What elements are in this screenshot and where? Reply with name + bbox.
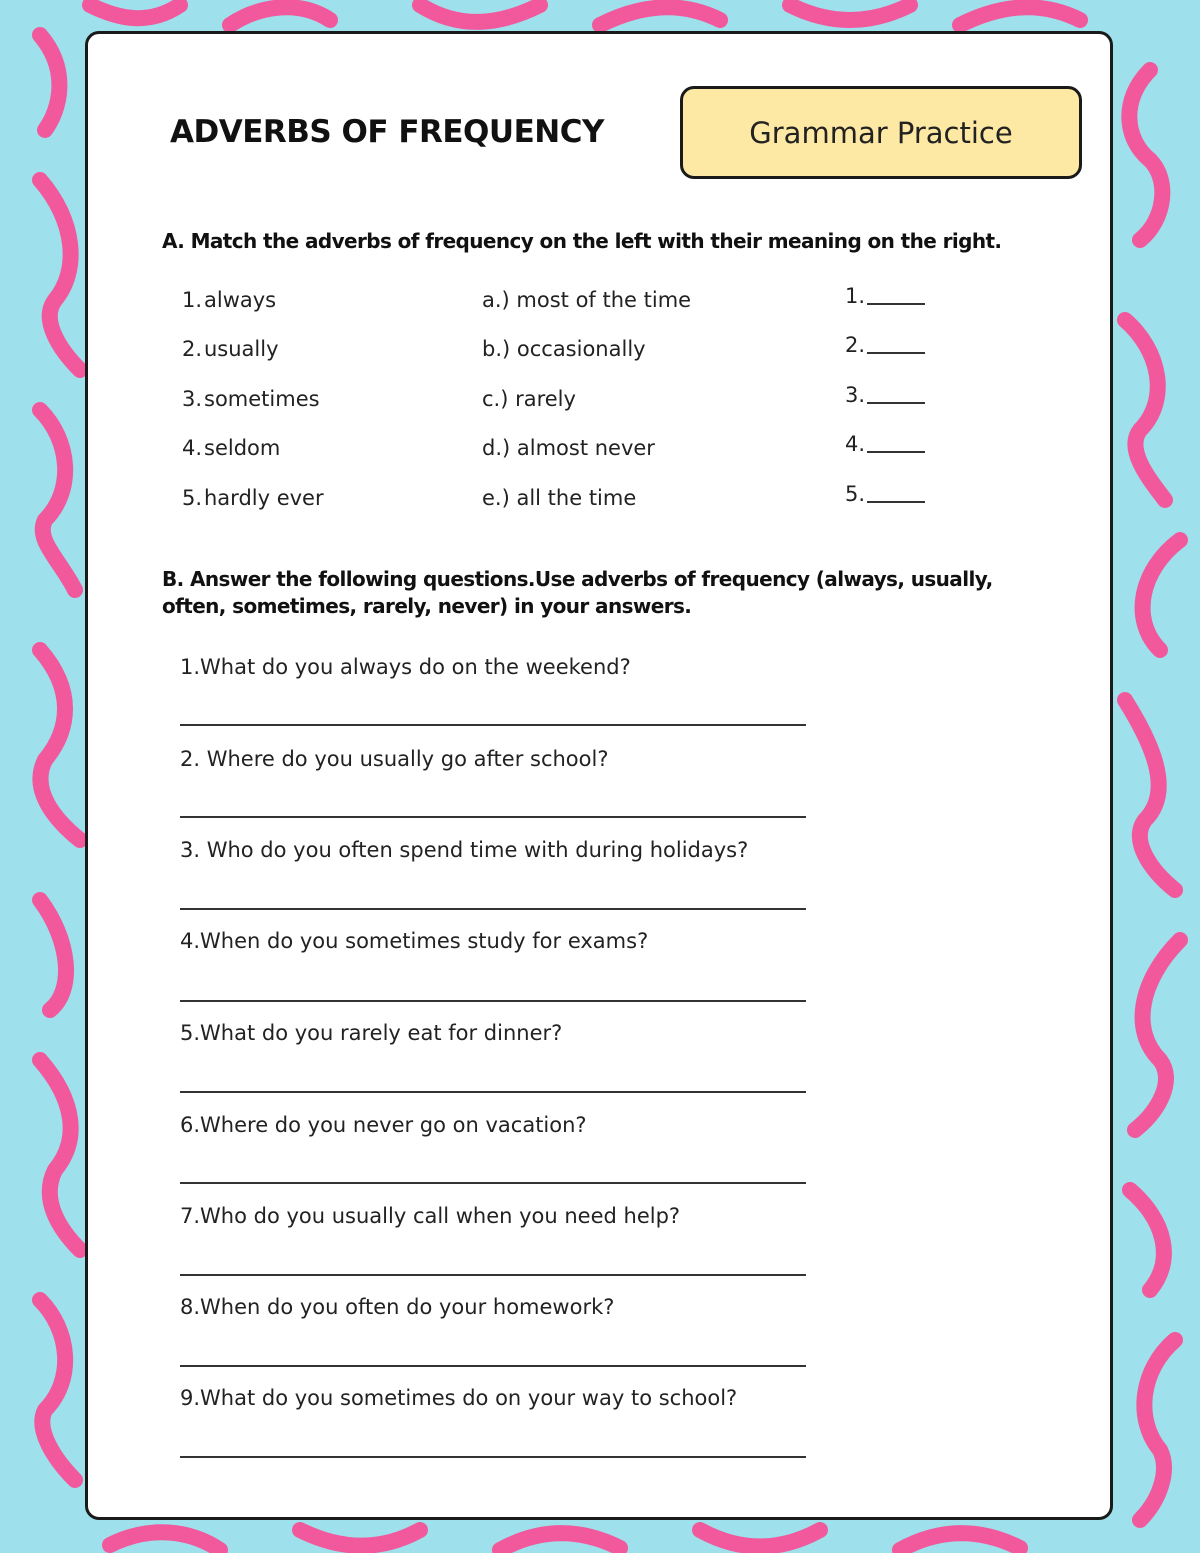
meaning-option: a.) most of the time <box>482 288 692 312</box>
answer-line[interactable] <box>180 724 806 726</box>
match-answer-blank[interactable] <box>845 432 925 456</box>
meaning-option: d.) almost never <box>482 436 655 460</box>
section-b-instruction-line2: often, sometimes, rarely, never) in your answers. <box>162 594 692 618</box>
match-answer-blank[interactable] <box>845 482 925 506</box>
adverb-word: seldom <box>204 436 281 460</box>
question: 6.Where do you never go on vacation? <box>180 1113 587 1137</box>
adverb-word: usually <box>204 337 279 361</box>
adverb-number: 5. <box>181 486 202 510</box>
blank-number: 5. <box>845 482 866 506</box>
question: 5.What do you rarely eat for dinner? <box>180 1021 563 1045</box>
adverb-number: 1. <box>181 288 202 312</box>
blank-number: 4. <box>845 432 866 456</box>
question: 9.What do you sometimes do on your way to school? <box>180 1386 738 1410</box>
grammar-practice-tag: Grammar Practice <box>680 86 1082 179</box>
adverb-number: 3. <box>181 387 202 411</box>
meaning-option: c.) rarely <box>482 387 576 411</box>
question: 1.What do you always do on the weekend? <box>180 655 631 679</box>
adverb-word: hardly ever <box>204 486 324 510</box>
section-b-instruction <box>162 566 993 620</box>
section-a-instruction: A. Match the adverbs of frequency on the left with their meaning on the right. <box>162 229 1002 253</box>
question: 2. Where do you usually go after school? <box>180 747 609 771</box>
question: 8.When do you often do your homework? <box>180 1295 615 1319</box>
answer-line[interactable] <box>180 1274 806 1276</box>
meaning-option: e.) all the time <box>482 486 637 510</box>
blank-number: 1. <box>845 284 866 308</box>
answer-line[interactable] <box>180 1000 806 1002</box>
section-b-instruction-line1: B. Answer the following questions.Use adverbs of frequency (always, usually, <box>162 567 993 591</box>
worksheet-card <box>85 31 1113 1520</box>
blank-number: 2. <box>845 333 866 357</box>
question: 7.Who do you usually call when you need help? <box>180 1204 681 1228</box>
question: 3. Who do you often spend time with during holidays? <box>180 838 749 862</box>
answer-line[interactable] <box>180 908 806 910</box>
blank-number: 3. <box>845 383 866 407</box>
adverb-word: always <box>204 288 277 312</box>
meaning-option: b.) occasionally <box>482 337 646 361</box>
answer-line[interactable] <box>180 1182 806 1184</box>
adverb-word: sometimes <box>204 387 320 411</box>
adverb-number: 4. <box>181 436 202 460</box>
page-title: ADVERBS OF FREQUENCY <box>170 114 604 150</box>
adverb-number: 2. <box>181 337 202 361</box>
answer-line[interactable] <box>180 1456 806 1458</box>
match-answer-blank[interactable] <box>845 383 925 407</box>
answer-line[interactable] <box>180 1365 806 1367</box>
match-answer-blank[interactable] <box>845 284 925 308</box>
match-answer-blank[interactable] <box>845 333 925 357</box>
answer-line[interactable] <box>180 1091 806 1093</box>
answer-line[interactable] <box>180 816 806 818</box>
question: 4.When do you sometimes study for exams? <box>180 929 649 953</box>
